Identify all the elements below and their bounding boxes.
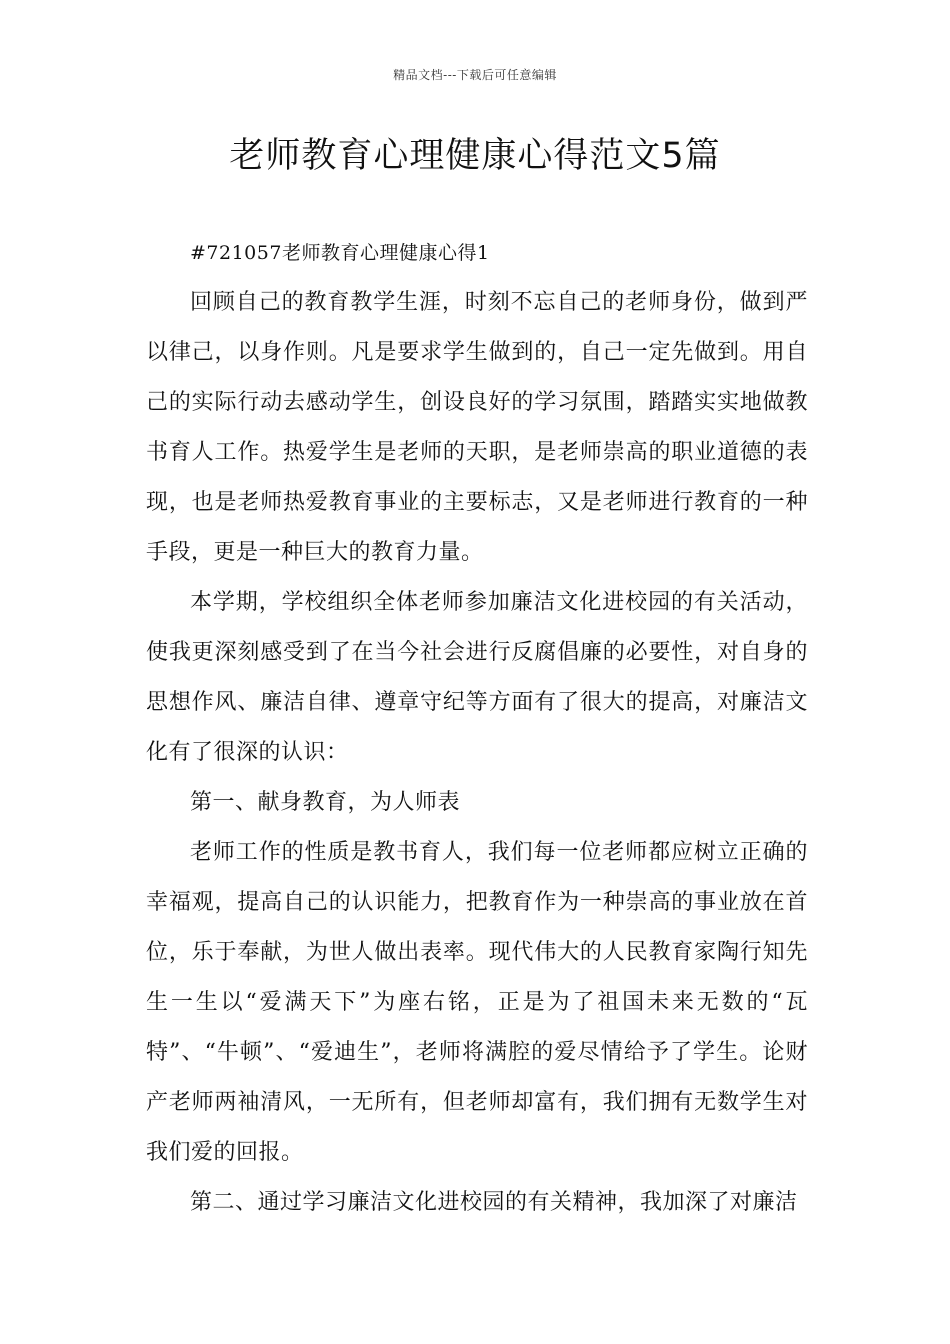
- paragraph-heading: 第一、献身教育，为人师表: [190, 790, 461, 815]
- document-title: 老师教育心理健康心得范文5篇: [229, 136, 721, 176]
- header-note: 精品文档---下载后可任意编辑: [393, 68, 557, 82]
- paragraph: 回顾自己的教育教学生涯，时刻不忘自己的老师身份，做到严以律己，以身作则。凡是要求学生做到的，自己一定先做到。用自己的实际行动去感动学生，创设良好的学习氛围，踏踏实实地做教书育人工作。热爱学生是老师的天职，是老师崇高的职业道德的表现，也是老师热爱教育事业的主要标志，又是老师进行教育的一种手段，更是一种巨大的教育力量。: [146, 290, 808, 565]
- paragraph: 老师工作的性质是教书育人，我们每一位老师都应树立正确的幸福观，提高自己的认识能力，把教育作为一种崇高的事业放在首位，乐于奉献，为世人做出表率。现代伟大的人民教育家陶行知先生一生以“爱满天下”为座右铭，正是为了祖国未来无数的“瓦特”、“牛顿”、“爱迪生”，老师将满腔的爱尽情给予了学生。论财产老师两袖清风，一无所有，但老师却富有，我们拥有无数学生对我们爱的回报。: [146, 840, 808, 1165]
- paragraph: 本学期，学校组织全体老师参加廉洁文化进校园的有关活动，使我更深刻感受到了在当今社会进行反腐倡廉的必要性，对自身的思想作风、廉洁自律、遵章守纪等方面有了很大的提高，对廉洁文化有了很深的认识：: [146, 590, 808, 765]
- section-heading: #721057老师教育心理健康心得1: [190, 242, 490, 264]
- document-body: [146, 228, 808, 1228]
- paragraph: 第二、通过学习廉洁文化进校园的有关精神，我加深了对廉洁: [190, 1190, 798, 1215]
